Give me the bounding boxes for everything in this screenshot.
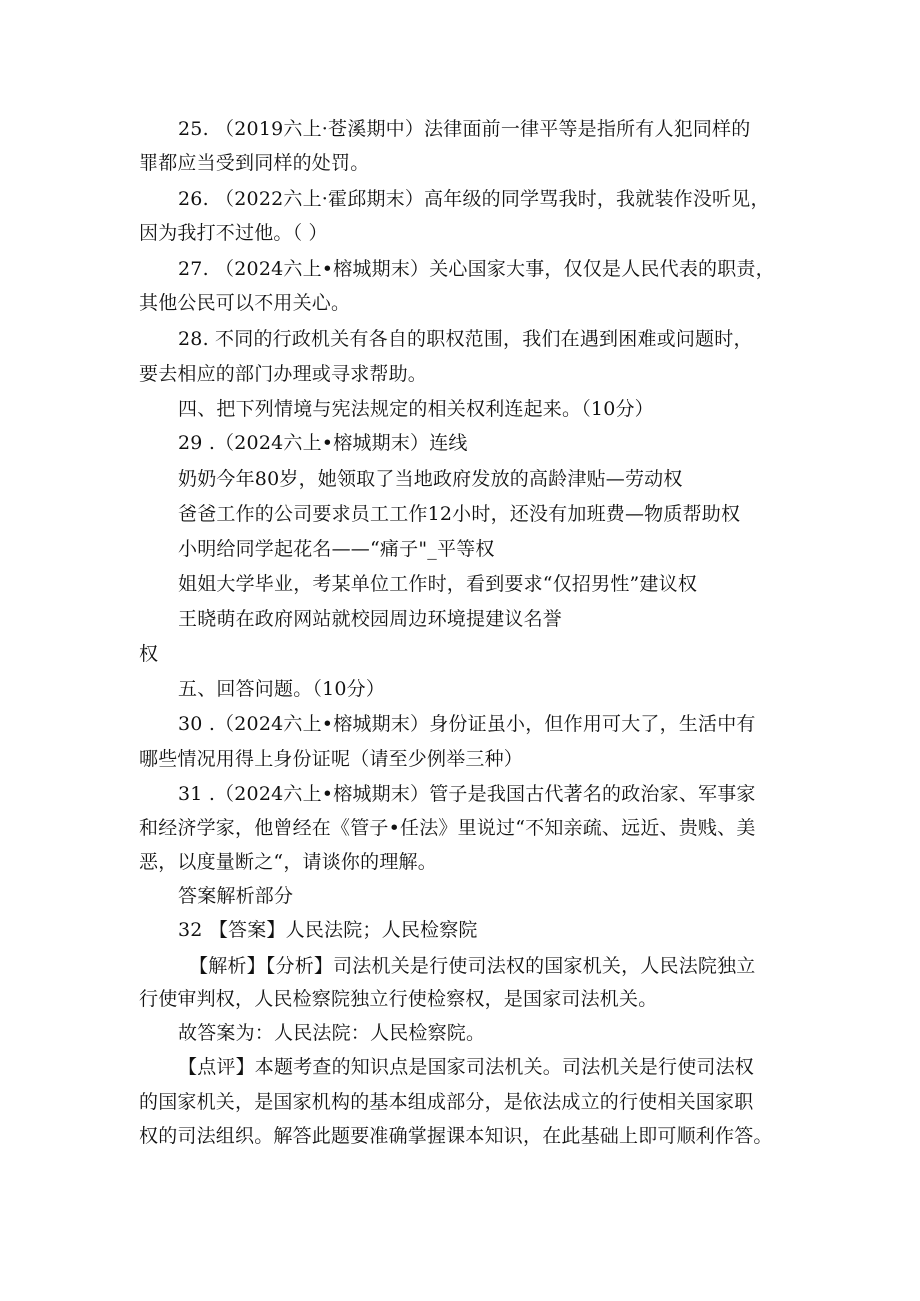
question-29-option-3: 小明给同学起花名——“痛子"_平等权 — [178, 538, 495, 560]
answer-32: 32 【答案】人民法院；人民检察院 — [178, 919, 478, 941]
section-4-heading: 四、把下列情境与宪法规定的相关权利连起来。（10分） — [178, 398, 654, 420]
question-29-title: 29 .（2024六上•榕城期末）连线 — [178, 432, 468, 454]
question-28-line-1: 28. 不同的行政机关有各自的职权范围，我们在遇到困难或问题时， — [178, 328, 753, 350]
question-29-option-2: 爸爸工作的公司要求员工工作12小时，还没有加班费—物质帮助权 — [178, 503, 741, 525]
question-31-line-2: 和经济学家，他曾经在《管子•任法》里说过“不知亲疏、远近、贵贱、美 — [139, 817, 756, 839]
answer-32-comment-line-1: 【点评】本题考查的知识点是国家司法机关。司法机关是行使司法权 — [178, 1056, 755, 1078]
question-27-line-2: 其他公民可以不用关心。 — [139, 292, 351, 314]
question-27-line-1: 27. （2024六上•榕城期末）关心国家大事，仅仅是人民代表的职责， — [178, 258, 775, 280]
answer-32-comment-line-2: 的国家机关，是国家机构的基本组成部分，是依法成立的行使相关国家职 — [139, 1091, 754, 1113]
question-31-line-3: 恶，以度量断之“，请谈你的理解。 — [139, 851, 437, 873]
question-26-line-2: 因为我打不过他。（ ） — [139, 222, 328, 244]
question-25-line-2: 罪都应当受到同样的处罚。 — [139, 152, 370, 174]
question-30-line-1: 30 .（2024六上•榕城期末）身份证虽小，但作用可大了，生活中有 — [178, 713, 756, 735]
question-29-option-1: 奶奶今年80岁，她领取了当地政府发放的高龄津贴—劳动权 — [178, 468, 683, 490]
question-29-option-4: 姐姐大学毕业，考某单位工作时，看到要求“仅招男性”建议权 — [178, 573, 698, 595]
question-29-option-5-wrap: 权 — [139, 643, 159, 665]
question-26-line-1: 26. （2022六上·霍邱期末）高年级的同学骂我时，我就装作没听见， — [178, 188, 770, 210]
answer-section-heading: 答案解析部分 — [178, 885, 294, 907]
answer-32-comment-line-3: 权的司法组织。解答此题要准确掌握课本知识，在此基础上即可顺利作答。 — [139, 1125, 773, 1147]
question-25-line-1: 25. （2019六上·苍溪期中）法律面前一律平等是指所有人犯同样的 — [178, 118, 751, 140]
answer-32-analysis-line-2: 行使审判权，人民检察院独立行使检察权，是国家司法机关。 — [139, 988, 658, 1010]
section-5-heading: 五、回答问题。（10分） — [178, 678, 386, 700]
question-30-line-2: 哪些情况用得上身份证呢（请至少例举三种） — [139, 748, 524, 770]
question-31-line-1: 31 .（2024六上•榕城期末）管子是我国古代著名的政治家、军事家 — [178, 783, 756, 805]
answer-32-analysis-line-1: 【解析】【分析】司法机关是行使司法权的国家机关，人民法院独立 — [189, 955, 756, 977]
question-28-line-2: 要去相应的部门办理或寻求帮助。 — [139, 363, 428, 385]
question-29-option-5: 王晓萌在政府网站就校园周边环境提建议名誉 — [178, 608, 563, 630]
answer-32-conclusion: 故答案为：人民法院：人民检察院。 — [178, 1022, 486, 1044]
